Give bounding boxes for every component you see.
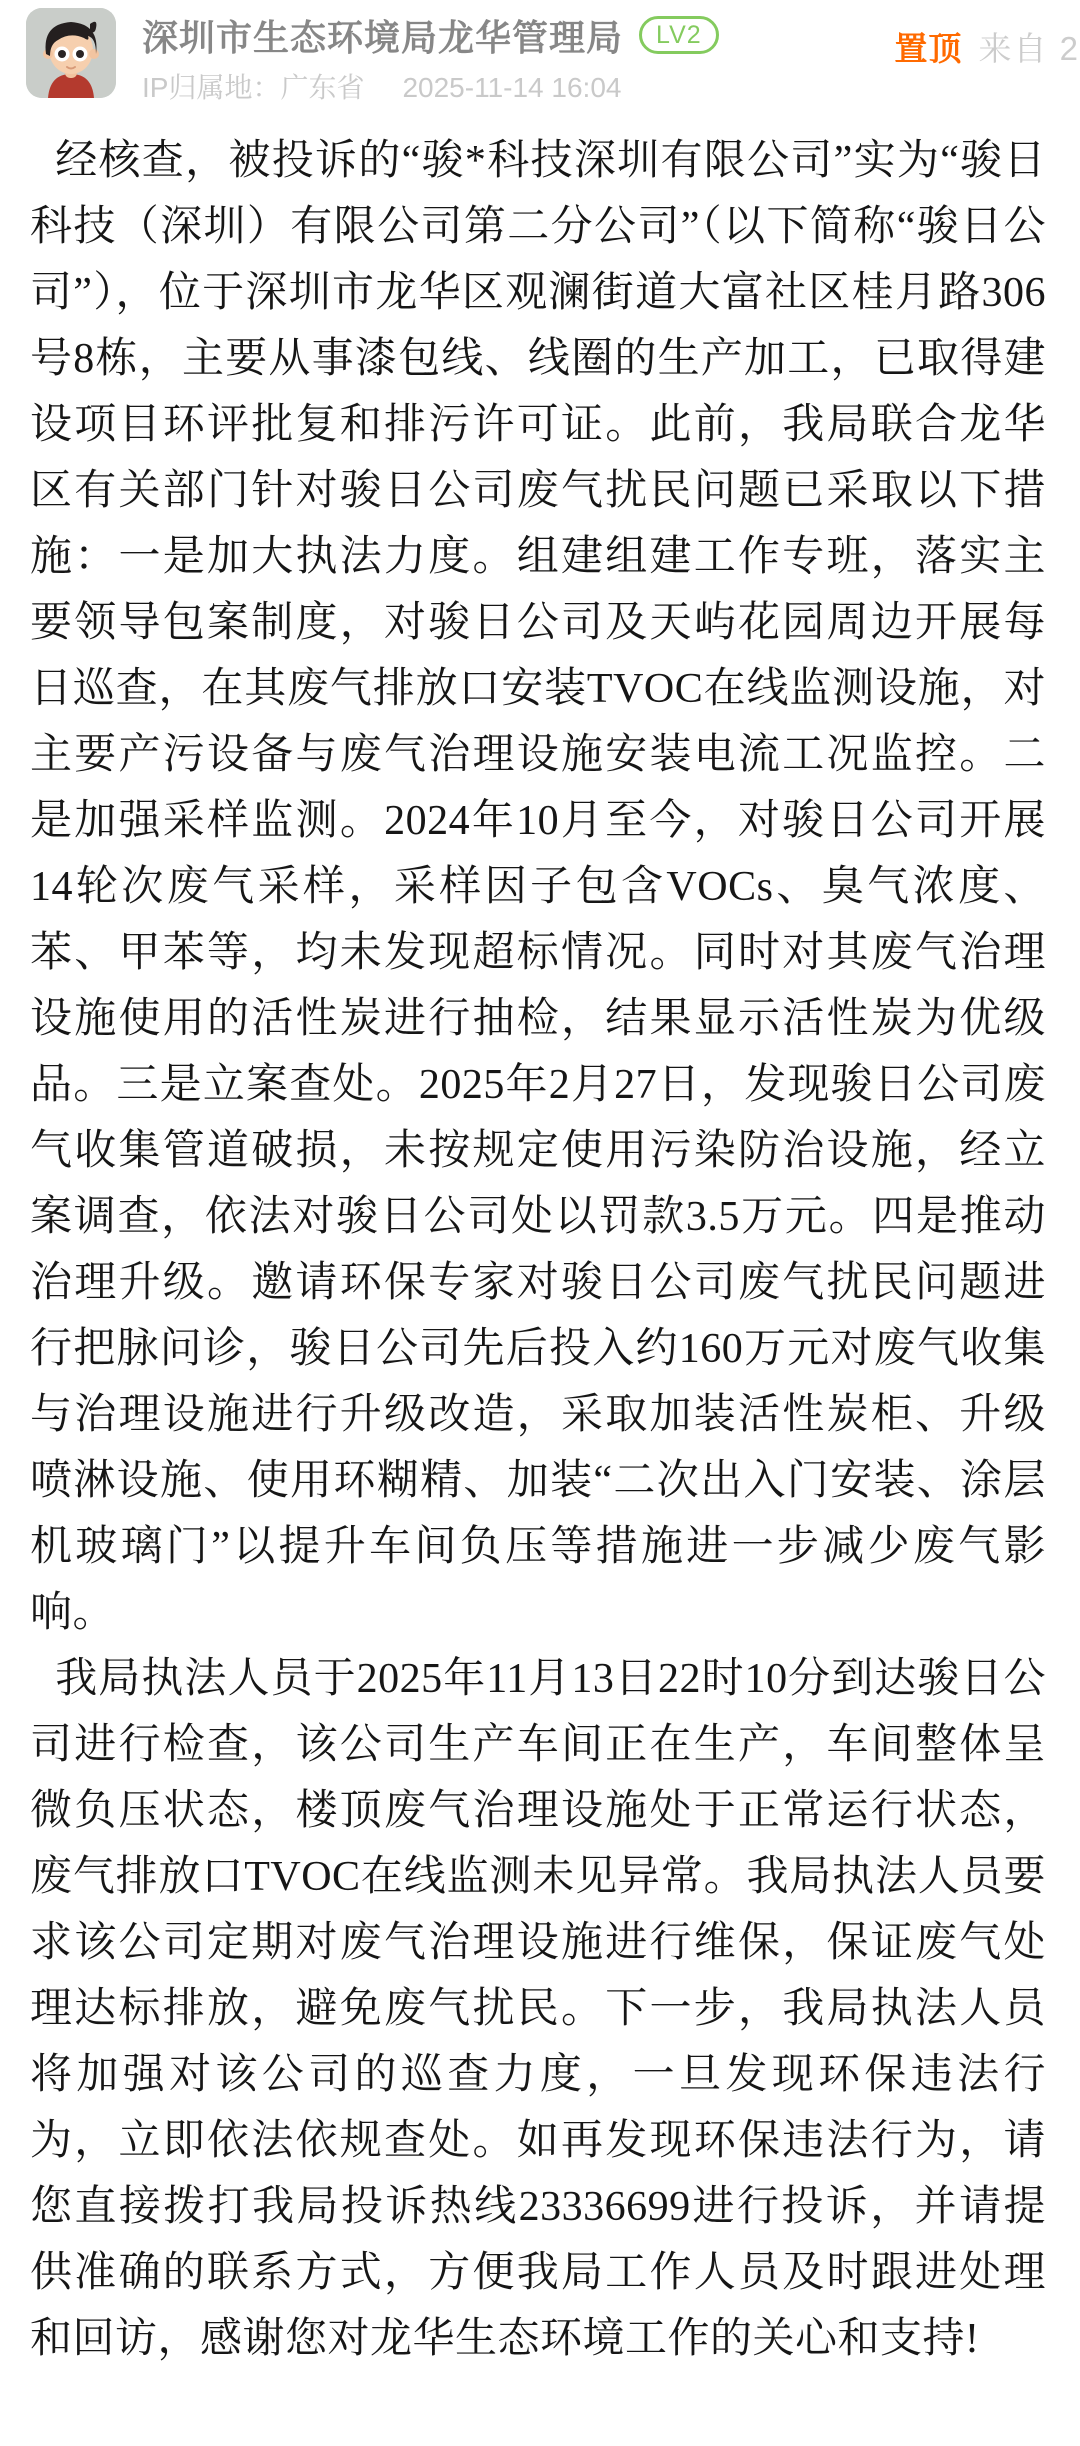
post-paragraph-1: 经核查，被投诉的“骏*科技深圳有限公司”实为“骏日科技（深圳）有限公司第二分公司”（以下简称“骏日公司”），位于深圳市龙华区观澜街道大富社区桂月路306号8栋，主要从事漆包线、线圈的生产加工，已取得建设项目环评批复和排污许可证。此前，我局联合龙华区有关部门针对骏日公司废气扰民问题已采取以下措施：一是加大执法力度。组建组建工作专班，落实主要领导包案制度，对骏日公司及天屿花园周边开展每日巡查，在其废气排放口安装TVOC在线监测设施，对主要产污设备与废气治理设施安装电流工况监控。二是加强采样监测。2024年10月至今，对骏日公司开展14轮次废气采样，采样因子包含VOCs、臭气浓度、苯、甲苯等，均未发现超标情况。同时对其废气治理设施使用的活性炭进行抽检，结果显示活性炭为优级品。三是立案查处。2025年2月27日，发现骏日公司废气收集管道破损，未按规定使用污染防治设施，经立案调查，依法对骏日公司处以罚款3.5万元。四是推动治理升级。邀请环保专家对骏日公司废气扰民问题进行把脉问诊，骏日公司先后投入约160万元对废气收集与治理设施进行升级改造，采取加装活性炭柜、升级喷淋设施、使用环糊精、加装“二次出入门安装、涂层机玻璃门”以提升车间负压等措施进一步减少废气影响。 [30, 138, 1046, 1636]
corner-labels [894, 26, 1080, 66]
post-time: 2025-11-14 16:04 [402, 72, 622, 103]
username[interactable]: 深圳市生态环境局龙华管理局 [142, 16, 624, 58]
pinned-badge: 置顶 [894, 29, 963, 67]
post-body [30, 128, 1046, 2372]
post-meta [142, 66, 719, 106]
post-header [26, 8, 1080, 103]
avatar-cartoon-boy [26, 8, 116, 98]
user-avatar[interactable] [26, 8, 116, 98]
post-source: 来自 2 [978, 29, 1080, 67]
post-paragraph-2: 我局执法人员于2025年11月13日22时10分到达骏日公司进行检查，该公司生产车间正在生产，车间整体呈微负压状态，楼顶废气治理设施处于正常运行状态，废气排放口TVOC在线监测未见异常。我局执法人员要求该公司定期对废气治理设施进行维保，保证废气处理达标排放，避免废气扰民。下一步，我局执法人员将加强对该公司的巡查力度，一旦发现环保违法行为，立即依法依规查处。如再发现环保违法行为，请您直接拨打我局投诉热线23336699进行投诉，并请提供准确的联系方式，方便我局工作人员及时跟进处理和回访，感谢您对龙华生态环境工作的关心和支持! [30, 1656, 1046, 2362]
header-texts [142, 8, 719, 106]
ip-location: IP归属地：广东省 [142, 72, 365, 103]
user-level-badge: LV2 [639, 16, 719, 54]
